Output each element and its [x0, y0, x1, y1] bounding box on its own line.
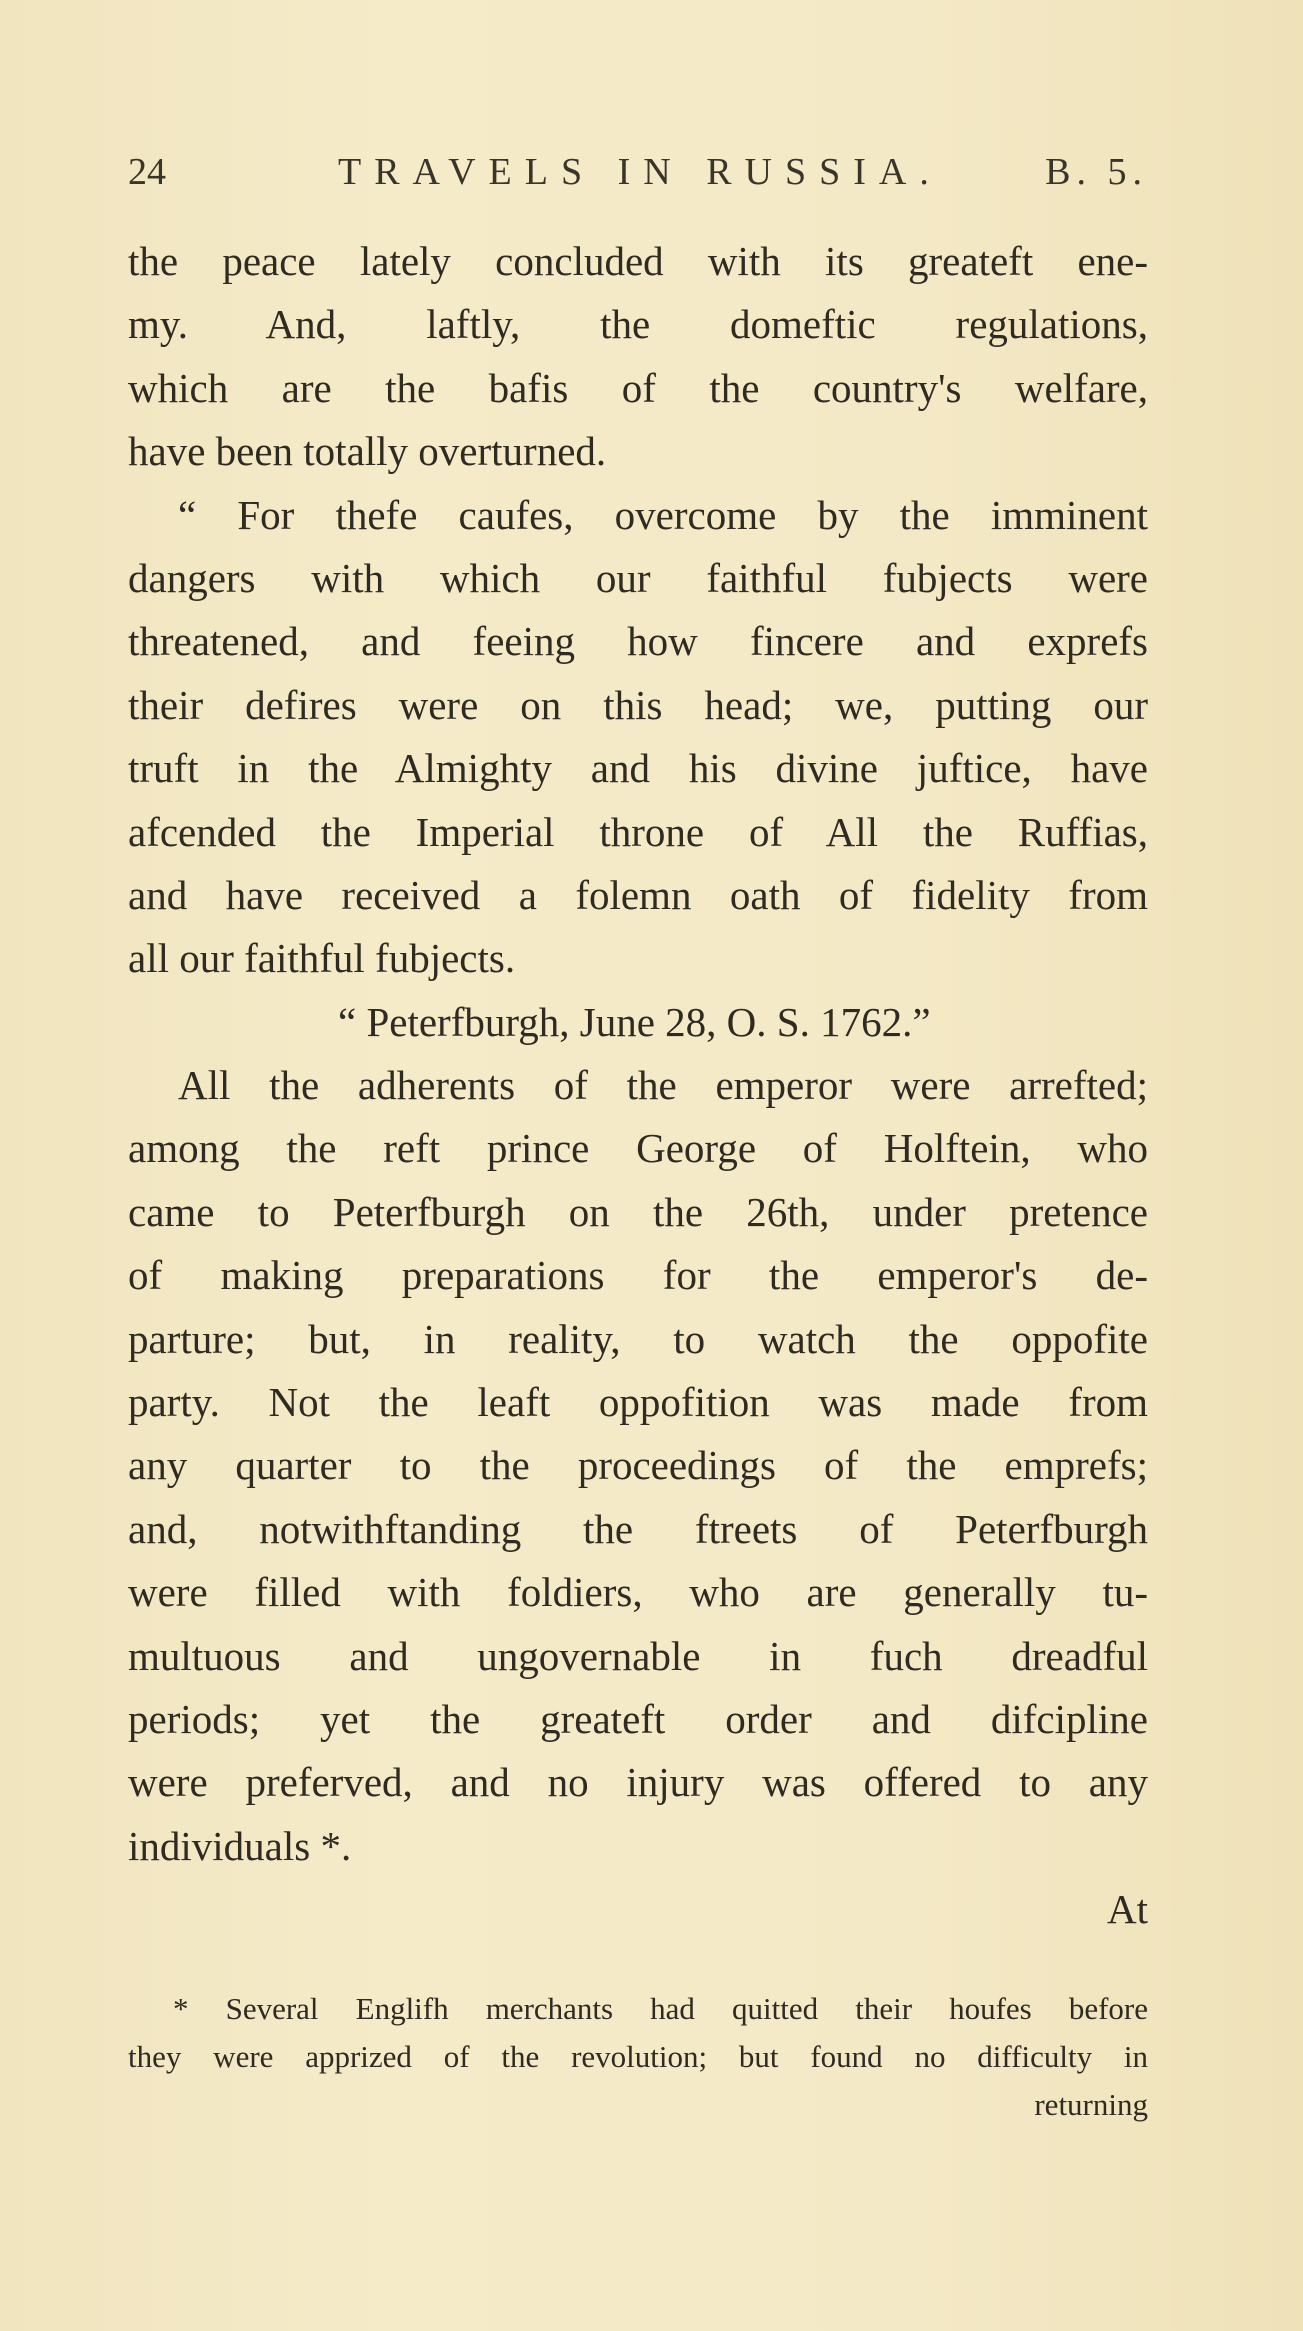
text-line: threatened, and feeing how fincere and exprefs: [128, 618, 1148, 665]
text-line: all our faithful fubjects.: [128, 935, 516, 982]
text-line: the peace lately concluded with its greateft ene-: [128, 238, 1148, 284]
text-line: were preferved, and no injury was offered to any: [128, 1759, 1148, 1806]
text-line: truft in the Almighty and his divine juftice, have: [128, 745, 1148, 792]
text-line: multuous and ungovernable in fuch dreadful: [128, 1632, 1148, 1679]
footnote-line: they were apprized of the revolution; but found no difficulty in: [128, 2039, 1148, 2074]
text-line: of making preparations for the emperor's de-: [128, 1252, 1148, 1299]
text-line: and, notwithftanding the ftreets of Peterfburgh: [128, 1505, 1148, 1552]
footnote: [128, 1985, 1148, 2129]
text-line: their defires were on this head; we, putting our: [128, 681, 1148, 728]
page-header: [128, 150, 1148, 210]
text-line: any quarter to the proceedings of the emprefs;: [128, 1442, 1148, 1489]
text-line: my. And, laftly, the domeftic regulations,: [128, 301, 1148, 348]
page-number: 24: [128, 151, 166, 193]
text-line: afcended the Imperial throne of All the Ruffias,: [128, 808, 1148, 855]
text-line: All the adherents of the emperor were arrefted;: [178, 1062, 1148, 1109]
text-line: among the reft prince George of Holftein, who: [128, 1125, 1148, 1172]
footnote-line: * Several Englifh merchants had quitted their houfes before: [173, 1991, 1148, 2026]
dateline: “ Peterfburgh, June 28, O. S. 1762.”: [338, 998, 931, 1045]
text-line: party. Not the leaft oppofition was made from: [128, 1379, 1148, 1426]
text-line: “ For thefe caufes, overcome by the imminent: [178, 491, 1148, 538]
text-line: dangers with which our faithful fubjects were: [128, 554, 1148, 601]
text-line: periods; yet the greateft order and difcipline: [128, 1695, 1148, 1742]
section-marker: B. 5.: [1045, 151, 1148, 193]
text-line: have been totally overturned.: [128, 428, 607, 475]
text-line: which are the bafis of the country's welfare,: [128, 364, 1148, 411]
catchword: At: [1107, 1886, 1148, 1933]
footnote-catchword: returning: [1034, 2087, 1148, 2122]
text-line: individuals *.: [128, 1822, 352, 1869]
text-line: were filled with foldiers, who are generally tu-: [128, 1569, 1148, 1616]
body-text: [128, 230, 1148, 1942]
running-title: TRAVELS IN RUSSIA.: [338, 151, 942, 193]
text-line: parture; but, in reality, to watch the oppofite: [128, 1315, 1148, 1362]
text-line: came to Peterfburgh on the 26th, under pretence: [128, 1188, 1148, 1235]
text-line: and have received a folemn oath of fidelity from: [128, 871, 1148, 918]
